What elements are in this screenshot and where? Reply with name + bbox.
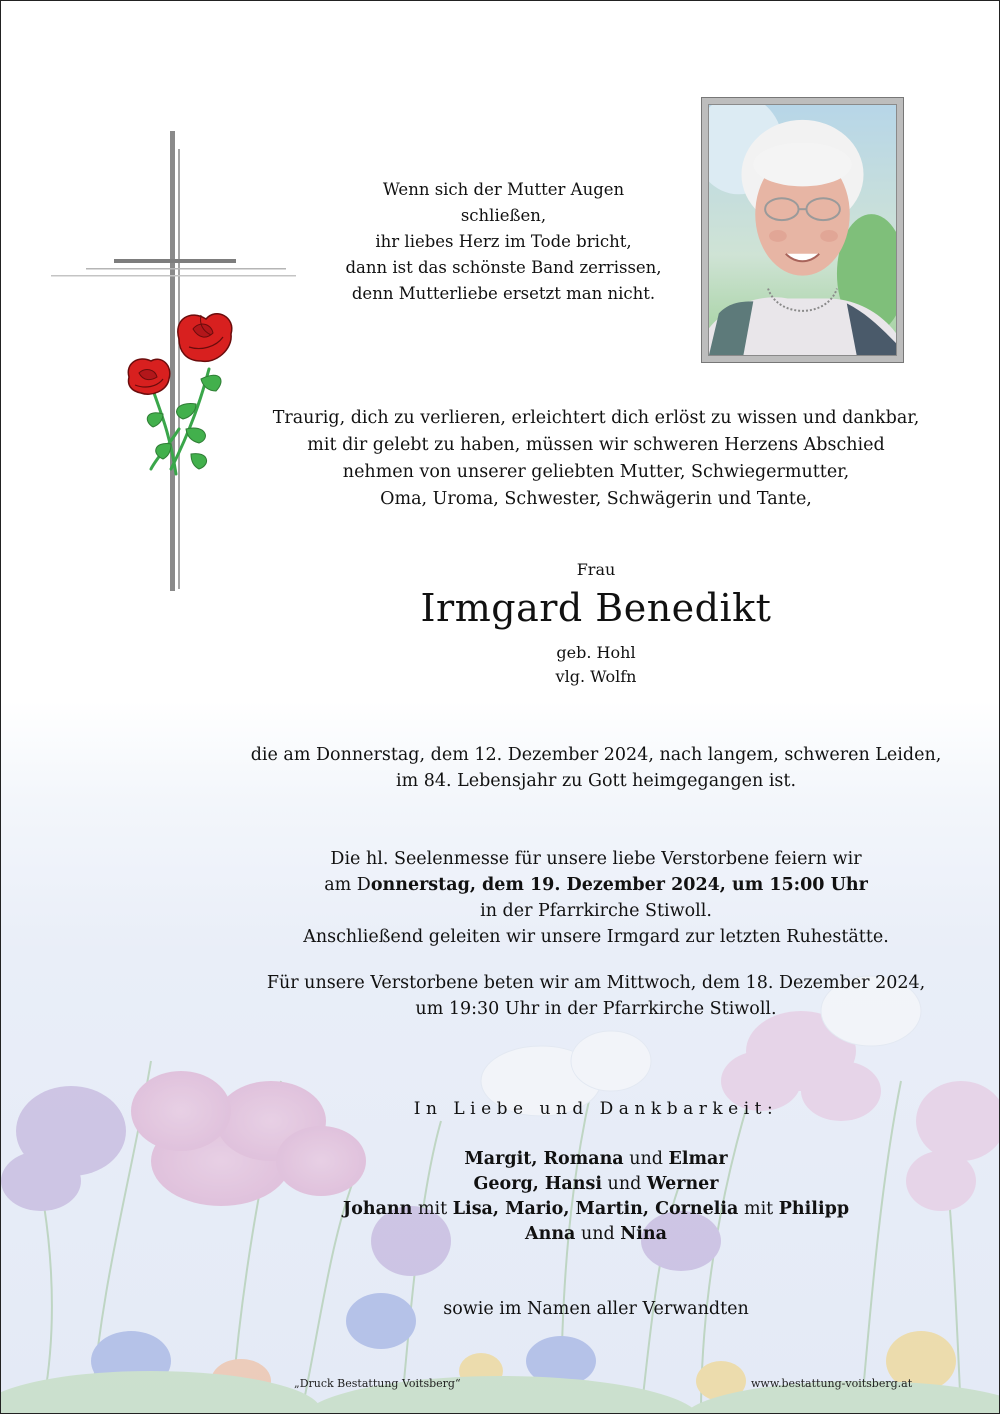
mass-line: Anschließend geleiten wir unsere Irmgard zur letzten Ruhestätte. bbox=[303, 927, 889, 947]
connector: und bbox=[575, 1224, 621, 1244]
cross-with-roses-icon bbox=[51, 129, 301, 594]
footer-printer: „Druck Bestattung Voitsberg“ bbox=[294, 1377, 461, 1390]
death-line: im 84. Lebensjahr zu Gott heimgegangen ist. bbox=[395, 771, 797, 791]
portrait-photo bbox=[708, 104, 897, 356]
mourning-line: Oma, Uroma, Schwester, Schwägerin und Tante, bbox=[380, 489, 812, 509]
deceased-name: Irmgard Benedikt bbox=[420, 586, 772, 630]
mourner-name: Philipp bbox=[778, 1199, 850, 1219]
mourner-name: Elmar bbox=[668, 1149, 728, 1169]
prayer-line: Für unsere Verstorbene beten wir am Mittwoch, dem 18. Dezember 2024, bbox=[266, 973, 926, 993]
mass-datetime-line bbox=[261, 872, 931, 898]
mourner-name: Werner bbox=[646, 1174, 719, 1194]
portrait-frame bbox=[701, 97, 904, 363]
mourning-line: mit dir gelebt zu haben, müssen wir schweren Herzens Abschied bbox=[307, 435, 885, 455]
poem-line: denn Mutterliebe ersetzt man nicht. bbox=[351, 284, 656, 303]
mourners-line bbox=[281, 1222, 911, 1247]
death-notice bbox=[241, 742, 951, 794]
mass-line: in der Pfarrkirche Stiwoll. bbox=[480, 901, 712, 921]
deceased-vulgo: vlg. Wolfn bbox=[555, 667, 637, 686]
deceased-birth-name: geb. Hohl bbox=[556, 643, 636, 662]
poem bbox=[341, 177, 666, 307]
mass-line: Die hl. Seelenmesse für unsere liebe Verstorbene feiern wir bbox=[330, 849, 862, 869]
mourner-name: Johann bbox=[342, 1199, 413, 1219]
mourners-line bbox=[281, 1147, 911, 1172]
connector: und bbox=[623, 1149, 669, 1169]
mourners-line bbox=[281, 1172, 911, 1197]
prayer-line: um 19:30 Uhr in der Pfarrkirche Stiwoll. bbox=[415, 999, 777, 1019]
mourner-name: Nina bbox=[620, 1224, 667, 1244]
connector: und bbox=[601, 1174, 647, 1194]
relatives-line: sowie im Namen aller Verwandten bbox=[443, 1299, 749, 1319]
prayer-notice bbox=[251, 970, 941, 1022]
mourner-name: Margit bbox=[464, 1149, 532, 1169]
mourner-name: , Hansi bbox=[532, 1174, 602, 1194]
deceased-title: Frau bbox=[576, 560, 616, 579]
poem-line: ihr liebes Herz im Tode bricht, bbox=[375, 232, 632, 251]
mourners-line bbox=[281, 1197, 911, 1222]
death-line: die am Donnerstag, dem 12. Dezember 2024, nach langem, schweren Leiden, bbox=[250, 745, 942, 765]
connector: mit bbox=[738, 1199, 779, 1219]
mourners-list bbox=[281, 1147, 911, 1247]
mourning-line: nehmen von unserer geliebten Mutter, Schwiegermutter, bbox=[342, 462, 850, 482]
mourner-name: Georg bbox=[473, 1174, 533, 1194]
mourner-name: , Romana bbox=[531, 1149, 624, 1169]
mass-details bbox=[261, 846, 931, 950]
poem-line: dann ist das schönste Band zerrissen, bbox=[345, 258, 662, 277]
poem-line: Wenn sich der Mutter Augen schließen, bbox=[382, 180, 625, 225]
mourning-line: Traurig, dich zu verlieren, erleichtert dich erlöst zu wissen und dankbar, bbox=[272, 408, 920, 428]
connector: mit bbox=[412, 1199, 453, 1219]
love-and-gratitude-heading: In Liebe und Dankbarkeit: bbox=[413, 1099, 779, 1119]
mourner-name: Anna bbox=[525, 1224, 576, 1244]
mass-line-prefix: am D bbox=[324, 875, 371, 895]
mass-datetime: onnerstag, dem 19. Dezember 2024, um 15:00 Uhr bbox=[370, 875, 868, 895]
footer-website[interactable]: www.bestattung-voitsberg.at bbox=[751, 1377, 913, 1390]
mourning-paragraph bbox=[261, 405, 931, 513]
mourner-name: Lisa, Mario, Martin, Cornelia bbox=[452, 1199, 739, 1219]
